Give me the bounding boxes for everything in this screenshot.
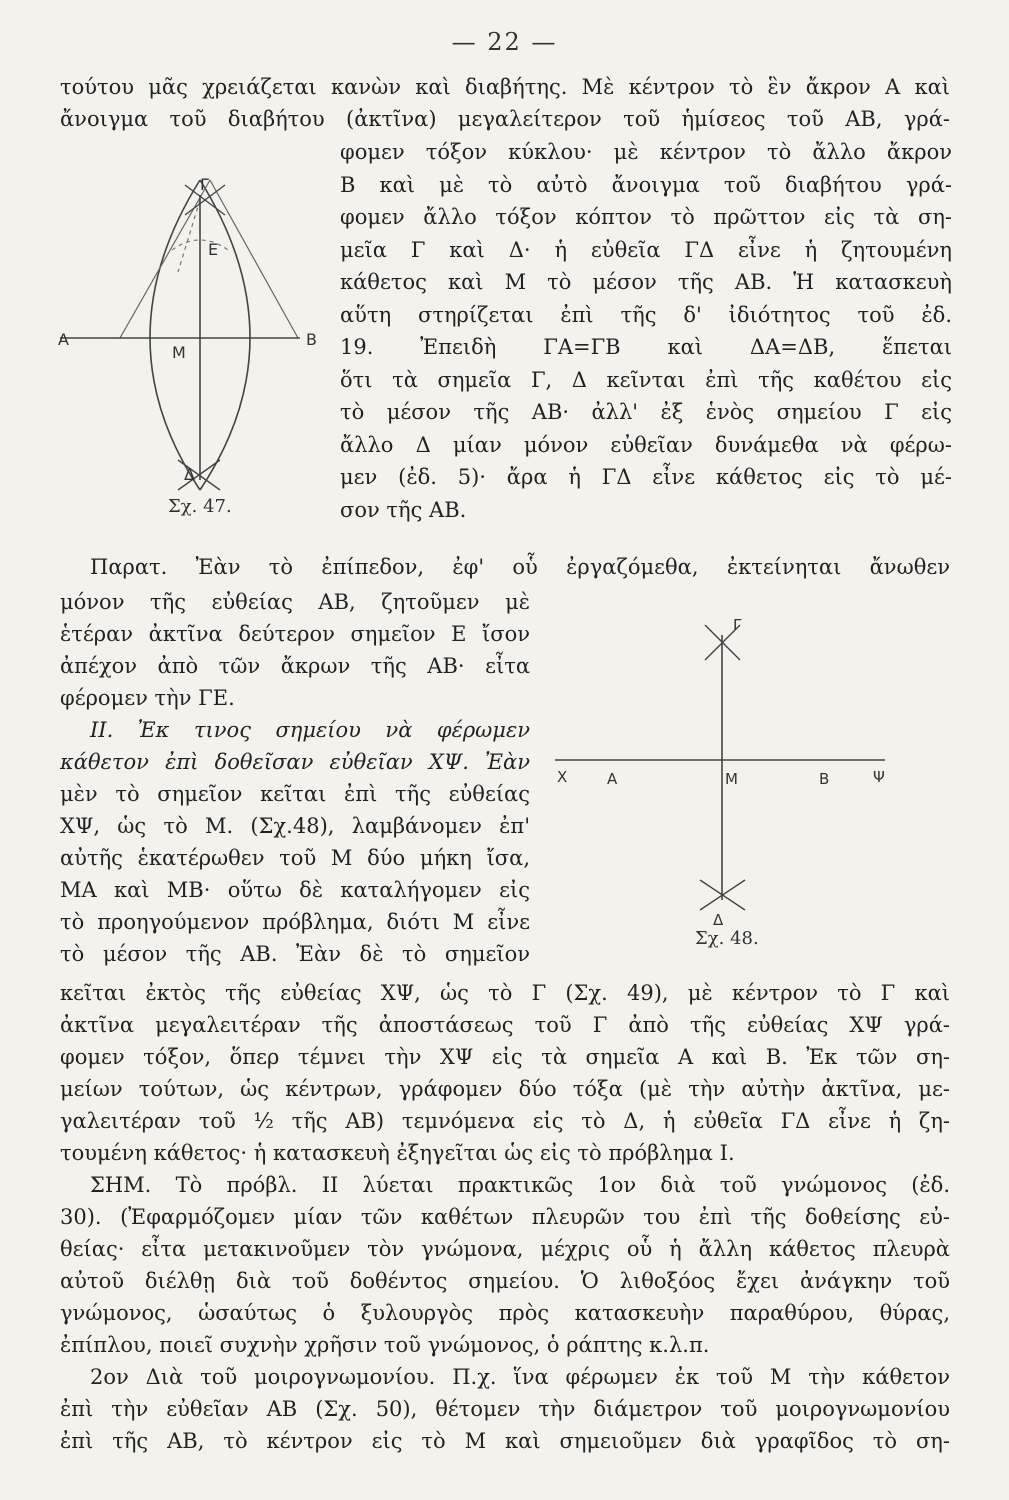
text-line: ἑτέραν ἀκτῖνα δεύτερον σημεῖον Ε ἴσον — [60, 622, 530, 646]
fig47-label-a: Α — [58, 330, 69, 349]
text-line: μείων τούτων, ὡς κέντρων, γράφομεν δύο τόξα (μὲ τὴν αὐτὴν ἀκτῖνα, με- — [60, 1077, 950, 1101]
left-column-text — [60, 586, 530, 970]
text-line: ἀπέχον ἀπὸ τῶν ἄκρων τῆς ΑΒ· εἶτα — [60, 654, 530, 678]
text-line: σον τῆς ΑΒ. — [340, 497, 467, 522]
page-number: — 22 — — [451, 28, 558, 56]
text-line: θείας· εἶτα μετακινοῦμεν τὸν γνώμονα, μέχρις οὗ ἡ ἄλλη κάθετος πλευρὰ — [60, 1237, 950, 1261]
text-line: τουμένη κάθετος· ἡ κατασκευὴ ἐξηγεῖται ὡς εἰς τὸ πρόβλημα Ι. — [60, 1141, 735, 1165]
text-line: μὲν τὸ σημεῖον κεῖται ἐπὶ τῆς εὐθείας — [60, 782, 530, 806]
text-line: τὸ μέσον τῆς ΑΒ· ἀλλ' ἐξ ἑνὸς σημείου Γ εἰς — [340, 400, 952, 424]
text-line: ἐπὶ τῆς ΑΒ, τὸ κέντρον εἰς τὸ Μ καὶ σημειοῦμεν διὰ γραφῖδος τὸ ση- — [60, 1429, 950, 1453]
text-line: 2ον Διὰ τοῦ μοιρογνωμονίου. Π.χ. ἵνα φέρωμεν ἐκ τοῦ Μ τὴν κάθετον — [90, 1365, 950, 1389]
fig48-label-m: Μ — [725, 770, 738, 788]
text-line: Β καὶ μὲ τὸ αὐτὸ ἄνοιγμα τοῦ διαβήτου γρά- — [340, 172, 952, 197]
text-line: ἐπὶ τὴν εὐθεῖαν ΑΒ (Σχ. 50), θέτομεν τὴν διάμετρον τοῦ μοιρογνωμονίου — [60, 1397, 950, 1421]
text-line: φομεν ἄλλο τόξον κόπτον τὸ πρῶττον εἰς τὰ ση- — [340, 205, 952, 229]
text-line: τὸ προηγούμενον πρόβλημα, διότι Μ εἶνε — [60, 910, 530, 934]
text-line: τούτου μᾶς χρειάζεται κανὼν καὶ διαβήτης. Μὲ κέντρον τὸ ἓν ἄκρον Α καὶ — [60, 75, 950, 99]
text-line: ἀκτῖνα μεγαλειτέραν τῆς ἀποστάσεως τοῦ Γ ἀπὸ τῆς εὐθείας ΧΨ γρά- — [60, 1013, 950, 1037]
fig48-label-d: Δ — [713, 911, 724, 929]
fig48-label-x: Χ — [557, 768, 568, 786]
right-column-text — [340, 136, 952, 526]
remark-line: Παρατ. Ἐὰν τὸ ἐπίπεδον, ἐφ' οὗ ἐργαζόμεθα, ἐκτείνηται ἄνωθεν — [90, 555, 950, 579]
fig47-label-e: Ε — [208, 240, 219, 259]
fig47-label-m: Μ — [172, 343, 186, 362]
fig48-caption: Σχ. 48. — [695, 928, 759, 949]
text-line: μεν (ἐδ. 5)· ἄρα ἡ ΓΔ εἶνε κάθετος εἰς τὸ μέ- — [340, 465, 952, 489]
fig47-label-d: Δ — [184, 465, 195, 484]
text-line: 19. Ἐπειδὴ ΓΑ=ΓΒ καὶ ΔΑ=ΔΒ, ἕπεται — [340, 335, 952, 359]
fig47-label-g: Γ — [200, 175, 209, 194]
text-line: φομεν τόξον κύκλου· μὲ κέντρον τὸ ἄλλο ἄκρον — [340, 140, 952, 164]
text-line: κεῖται ἐκτὸς τῆς εὐθείας ΧΨ, ὡς τὸ Γ (Σχ. 49), μὲ κέντρον τὸ Γ καὶ — [60, 981, 950, 1005]
note-line: ΣΗΜ. Τὸ πρόβλ. ΙΙ λύεται πρακτικῶς 1ον διὰ τοῦ γνώμονος (ἐδ. — [90, 1173, 950, 1197]
text-line: μεῖα Γ καὶ Δ· ἡ εὐθεῖα ΓΔ εἶνε ἡ ζητουμένη — [340, 237, 952, 262]
text-line: αὕτη στηρίζεται ἐπὶ τῆς δ' ἰδιότητος τοῦ ἐδ. — [340, 302, 952, 327]
fig48-label-b: Β — [819, 770, 830, 788]
figure-47 — [60, 160, 340, 530]
figure-48 — [555, 610, 895, 950]
text-line: μόνον τῆς εὐθείας ΑΒ, ζητοῦμεν μὲ — [60, 590, 530, 614]
fig47-dashed-ge — [178, 200, 200, 272]
fig47-label-b: Β — [306, 330, 317, 349]
fig47-line-gb — [210, 180, 298, 338]
text-line: αὐτῆς ἑκατέρωθεν τοῦ Μ δύο μήκη ἴσα, — [60, 846, 530, 870]
fig48-label-a: Α — [607, 770, 618, 788]
text-line: ἄλλο Δ μίαν μόνον εὐθεῖαν δυνάμεθα νὰ φέρω- — [340, 432, 952, 457]
text-line: γαλειτέραν τοῦ ½ τῆς ΑΒ) τεμνόμενα εἰς τὸ Δ, ἡ εὐθεῖα ΓΔ εἶνε ἡ ζη- — [60, 1109, 950, 1133]
text-line: ΜΑ καὶ ΜΒ· οὕτω δὲ καταλήγομεν εἰς — [60, 878, 530, 902]
text-line: ΧΨ, ὡς τὸ Μ. (Σχ.48), λαμβάνομεν ἐπ' — [60, 814, 530, 838]
text-line: αὐτοῦ διέλθῃ διὰ τοῦ δοθέντος σημείου. Ὁ λιθοξόος ἔχει ἀνάγκην τοῦ — [60, 1269, 950, 1293]
text-line: κάθετος καὶ Μ τὸ μέσον τῆς ΑΒ. Ἡ κατασκευὴ — [340, 270, 952, 294]
text-line: ἐπίπλου, ποιεῖ συχνὴν χρῆσιν τοῦ γνώμονος, ὁ ράπτης κ.λ.π. — [60, 1333, 710, 1357]
fig48-label-psi: Ψ — [873, 768, 885, 786]
text-line: ἄνοιγμα τοῦ διαβήτου (ἀκτῖνα) μεγαλείτερον τοῦ ἡμίσεος τοῦ ΑΒ, γρά- — [60, 107, 950, 131]
fig47-line-ga — [120, 180, 210, 338]
text-line: 30). (Ἐφαρμόζομεν μίαν τῶν καθέτων πλευρῶν του ἐπὶ τῆς δοθείσης εὐ- — [60, 1205, 950, 1229]
fig47-caption: Σχ. 47. — [168, 496, 232, 517]
text-line: γνώμονος, ὡσαύτως ὁ ξυλουργὸς πρὸς κατασκευὴν παραθύρου, θύρας, — [60, 1301, 950, 1325]
fig48-label-g: Γ — [733, 616, 742, 634]
text-line: ὅτι τὰ σημεῖα Γ, Δ κεῖνται ἐπὶ τῆς καθέτου εἰς — [340, 367, 952, 392]
text-line: τὸ μέσον τῆς ΑΒ. Ἐὰν δὲ τὸ σημεῖον — [60, 942, 530, 966]
fig47-arc-right — [200, 180, 250, 490]
problem-title: ΙΙ. Ἐκ τινος σημείου νὰ φέρωμεν — [90, 718, 530, 742]
problem-title: κάθετον ἐπὶ δοθεῖσαν εὐθεῖαν ΧΨ. Ἐὰν — [60, 750, 530, 774]
text-line: φομεν τόξον, ὅπερ τέμνει τὴν ΧΨ εἰς τὰ σημεῖα Α καὶ Β. Ἐκ τῶν ση- — [60, 1045, 950, 1069]
text-line: φέρομεν τὴν ΓΕ. — [60, 686, 235, 710]
